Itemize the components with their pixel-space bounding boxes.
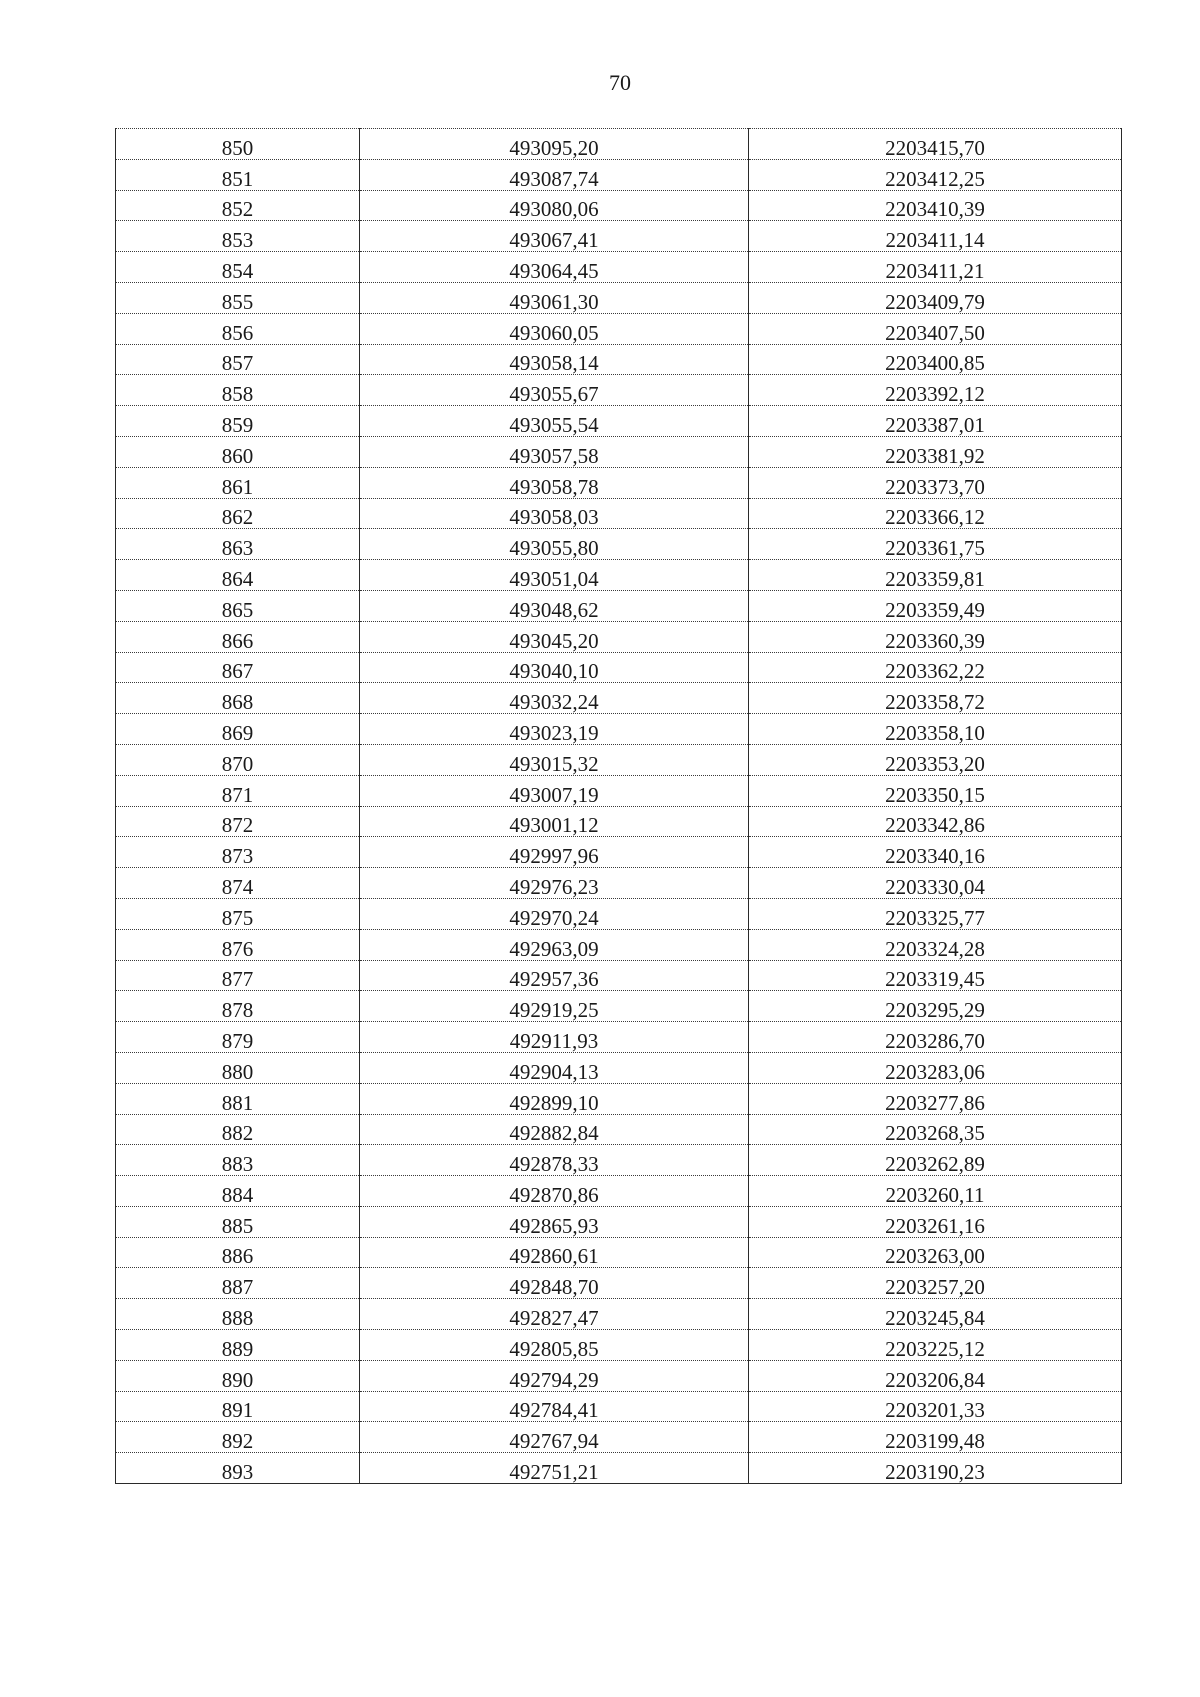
x-coordinate-cell: 492865,93 — [360, 1206, 749, 1237]
table-row — [116, 1206, 1122, 1237]
x-coordinate-cell: 492848,70 — [360, 1268, 749, 1299]
table-row — [116, 1145, 1122, 1176]
x-coordinate-cell: 492751,21 — [360, 1453, 749, 1484]
point-number-cell: 884 — [116, 1176, 360, 1207]
x-coordinate-cell: 492997,96 — [360, 837, 749, 868]
point-number-cell: 889 — [116, 1330, 360, 1361]
y-coordinate-cell: 2203206,84 — [749, 1360, 1122, 1391]
point-number-cell: 854 — [116, 252, 360, 283]
y-coordinate-cell: 2203268,35 — [749, 1114, 1122, 1145]
y-coordinate-cell: 2203350,15 — [749, 775, 1122, 806]
x-coordinate-cell: 493040,10 — [360, 652, 749, 683]
x-coordinate-cell: 493007,19 — [360, 775, 749, 806]
y-coordinate-cell: 2203411,21 — [749, 252, 1122, 283]
table-row — [116, 1299, 1122, 1330]
point-number-cell: 853 — [116, 221, 360, 252]
x-coordinate-cell: 493095,20 — [360, 129, 749, 160]
x-coordinate-cell: 493057,58 — [360, 436, 749, 467]
x-coordinate-cell: 493061,30 — [360, 282, 749, 313]
point-number-cell: 871 — [116, 775, 360, 806]
table-row — [116, 806, 1122, 837]
point-number-cell: 851 — [116, 159, 360, 190]
table-row — [116, 991, 1122, 1022]
point-number-cell: 857 — [116, 344, 360, 375]
table-row — [116, 929, 1122, 960]
x-coordinate-cell: 492870,86 — [360, 1176, 749, 1207]
table-row — [116, 159, 1122, 190]
table-row — [116, 590, 1122, 621]
table-row — [116, 1360, 1122, 1391]
point-number-cell: 878 — [116, 991, 360, 1022]
table-row — [116, 560, 1122, 591]
point-number-cell: 881 — [116, 1083, 360, 1114]
y-coordinate-cell: 2203330,04 — [749, 868, 1122, 899]
point-number-cell: 859 — [116, 406, 360, 437]
point-number-cell: 856 — [116, 313, 360, 344]
x-coordinate-cell: 492904,13 — [360, 1052, 749, 1083]
x-coordinate-cell: 493055,54 — [360, 406, 749, 437]
point-number-cell: 867 — [116, 652, 360, 683]
table-row — [116, 282, 1122, 313]
y-coordinate-cell: 2203340,16 — [749, 837, 1122, 868]
y-coordinate-cell: 2203381,92 — [749, 436, 1122, 467]
y-coordinate-cell: 2203199,48 — [749, 1422, 1122, 1453]
x-coordinate-cell: 492860,61 — [360, 1237, 749, 1268]
x-coordinate-cell: 493023,19 — [360, 714, 749, 745]
y-coordinate-cell: 2203360,39 — [749, 621, 1122, 652]
table-row — [116, 1268, 1122, 1299]
table-row — [116, 344, 1122, 375]
point-number-cell: 877 — [116, 960, 360, 991]
table-row — [116, 1176, 1122, 1207]
y-coordinate-cell: 2203263,00 — [749, 1237, 1122, 1268]
point-number-cell: 866 — [116, 621, 360, 652]
table-row — [116, 375, 1122, 406]
table-row — [116, 313, 1122, 344]
table-row — [116, 714, 1122, 745]
point-number-cell: 861 — [116, 467, 360, 498]
table-row — [116, 652, 1122, 683]
x-coordinate-cell: 492919,25 — [360, 991, 749, 1022]
table-row — [116, 960, 1122, 991]
x-coordinate-cell: 493045,20 — [360, 621, 749, 652]
point-number-cell: 872 — [116, 806, 360, 837]
table-row — [116, 775, 1122, 806]
x-coordinate-cell: 493060,05 — [360, 313, 749, 344]
table-row — [116, 621, 1122, 652]
y-coordinate-cell: 2203190,23 — [749, 1453, 1122, 1484]
point-number-cell: 890 — [116, 1360, 360, 1391]
point-number-cell: 869 — [116, 714, 360, 745]
point-number-cell: 879 — [116, 1022, 360, 1053]
point-number-cell: 850 — [116, 129, 360, 160]
y-coordinate-cell: 2203295,29 — [749, 991, 1122, 1022]
x-coordinate-cell: 492827,47 — [360, 1299, 749, 1330]
point-number-cell: 852 — [116, 190, 360, 221]
x-coordinate-cell: 492899,10 — [360, 1083, 749, 1114]
y-coordinate-cell: 2203415,70 — [749, 129, 1122, 160]
table-row — [116, 406, 1122, 437]
table-row — [116, 129, 1122, 160]
point-number-cell: 891 — [116, 1391, 360, 1422]
y-coordinate-cell: 2203362,22 — [749, 652, 1122, 683]
y-coordinate-cell: 2203407,50 — [749, 313, 1122, 344]
x-coordinate-cell: 493051,04 — [360, 560, 749, 591]
point-number-cell: 862 — [116, 498, 360, 529]
table-row — [116, 744, 1122, 775]
x-coordinate-cell: 492957,36 — [360, 960, 749, 991]
y-coordinate-cell: 2203409,79 — [749, 282, 1122, 313]
y-coordinate-cell: 2203411,14 — [749, 221, 1122, 252]
table-row — [116, 1391, 1122, 1422]
y-coordinate-cell: 2203324,28 — [749, 929, 1122, 960]
point-number-cell: 875 — [116, 898, 360, 929]
table-row — [116, 837, 1122, 868]
table-row — [116, 1022, 1122, 1053]
y-coordinate-cell: 2203359,81 — [749, 560, 1122, 591]
table-row — [116, 190, 1122, 221]
point-number-cell: 865 — [116, 590, 360, 621]
y-coordinate-cell: 2203201,33 — [749, 1391, 1122, 1422]
point-number-cell: 887 — [116, 1268, 360, 1299]
x-coordinate-cell: 492970,24 — [360, 898, 749, 929]
table-row — [116, 221, 1122, 252]
point-number-cell: 863 — [116, 529, 360, 560]
point-number-cell: 876 — [116, 929, 360, 960]
x-coordinate-cell: 493087,74 — [360, 159, 749, 190]
point-number-cell: 873 — [116, 837, 360, 868]
y-coordinate-cell: 2203283,06 — [749, 1052, 1122, 1083]
table-row — [116, 1422, 1122, 1453]
table-row — [116, 498, 1122, 529]
table-row — [116, 1114, 1122, 1145]
y-coordinate-cell: 2203257,20 — [749, 1268, 1122, 1299]
point-number-cell: 888 — [116, 1299, 360, 1330]
x-coordinate-cell: 493064,45 — [360, 252, 749, 283]
page-number: 70 — [609, 70, 631, 95]
x-coordinate-cell: 493058,78 — [360, 467, 749, 498]
y-coordinate-cell: 2203342,86 — [749, 806, 1122, 837]
point-number-cell: 883 — [116, 1145, 360, 1176]
y-coordinate-cell: 2203262,89 — [749, 1145, 1122, 1176]
table-row — [116, 1052, 1122, 1083]
y-coordinate-cell: 2203260,11 — [749, 1176, 1122, 1207]
x-coordinate-cell: 492963,09 — [360, 929, 749, 960]
x-coordinate-cell: 493048,62 — [360, 590, 749, 621]
y-coordinate-cell: 2203373,70 — [749, 467, 1122, 498]
table-row — [116, 1083, 1122, 1114]
x-coordinate-cell: 492882,84 — [360, 1114, 749, 1145]
x-coordinate-cell: 493067,41 — [360, 221, 749, 252]
table-row — [116, 529, 1122, 560]
y-coordinate-cell: 2203325,77 — [749, 898, 1122, 929]
point-number-cell: 893 — [116, 1453, 360, 1484]
y-coordinate-cell: 2203387,01 — [749, 406, 1122, 437]
point-number-cell: 885 — [116, 1206, 360, 1237]
coordinates-table — [115, 128, 1122, 1484]
table-row — [116, 252, 1122, 283]
x-coordinate-cell: 493080,06 — [360, 190, 749, 221]
table-row — [116, 1237, 1122, 1268]
x-coordinate-cell: 493015,32 — [360, 744, 749, 775]
point-number-cell: 880 — [116, 1052, 360, 1083]
y-coordinate-cell: 2203358,10 — [749, 714, 1122, 745]
point-number-cell: 892 — [116, 1422, 360, 1453]
point-number-cell: 882 — [116, 1114, 360, 1145]
x-coordinate-cell: 492794,29 — [360, 1360, 749, 1391]
x-coordinate-cell: 492976,23 — [360, 868, 749, 899]
y-coordinate-cell: 2203319,45 — [749, 960, 1122, 991]
point-number-cell: 874 — [116, 868, 360, 899]
point-number-cell: 886 — [116, 1237, 360, 1268]
table-row — [116, 898, 1122, 929]
x-coordinate-cell: 493055,80 — [360, 529, 749, 560]
x-coordinate-cell: 493032,24 — [360, 683, 749, 714]
point-number-cell: 860 — [116, 436, 360, 467]
point-number-cell: 855 — [116, 282, 360, 313]
table-row — [116, 683, 1122, 714]
table-row — [116, 467, 1122, 498]
coordinates-table-body — [116, 129, 1122, 1484]
x-coordinate-cell: 492878,33 — [360, 1145, 749, 1176]
y-coordinate-cell: 2203366,12 — [749, 498, 1122, 529]
point-number-cell: 858 — [116, 375, 360, 406]
x-coordinate-cell: 493055,67 — [360, 375, 749, 406]
y-coordinate-cell: 2203225,12 — [749, 1330, 1122, 1361]
x-coordinate-cell: 493001,12 — [360, 806, 749, 837]
y-coordinate-cell: 2203410,39 — [749, 190, 1122, 221]
y-coordinate-cell: 2203361,75 — [749, 529, 1122, 560]
point-number-cell: 864 — [116, 560, 360, 591]
y-coordinate-cell: 2203353,20 — [749, 744, 1122, 775]
table-row — [116, 436, 1122, 467]
y-coordinate-cell: 2203261,16 — [749, 1206, 1122, 1237]
x-coordinate-cell: 493058,14 — [360, 344, 749, 375]
x-coordinate-cell: 492911,93 — [360, 1022, 749, 1053]
table-row — [116, 868, 1122, 899]
y-coordinate-cell: 2203359,49 — [749, 590, 1122, 621]
y-coordinate-cell: 2203400,85 — [749, 344, 1122, 375]
x-coordinate-cell: 492784,41 — [360, 1391, 749, 1422]
x-coordinate-cell: 492805,85 — [360, 1330, 749, 1361]
x-coordinate-cell: 493058,03 — [360, 498, 749, 529]
point-number-cell: 870 — [116, 744, 360, 775]
x-coordinate-cell: 492767,94 — [360, 1422, 749, 1453]
y-coordinate-cell: 2203358,72 — [749, 683, 1122, 714]
table-row — [116, 1453, 1122, 1484]
table-row — [116, 1330, 1122, 1361]
y-coordinate-cell: 2203392,12 — [749, 375, 1122, 406]
y-coordinate-cell: 2203286,70 — [749, 1022, 1122, 1053]
y-coordinate-cell: 2203277,86 — [749, 1083, 1122, 1114]
y-coordinate-cell: 2203412,25 — [749, 159, 1122, 190]
y-coordinate-cell: 2203245,84 — [749, 1299, 1122, 1330]
point-number-cell: 868 — [116, 683, 360, 714]
